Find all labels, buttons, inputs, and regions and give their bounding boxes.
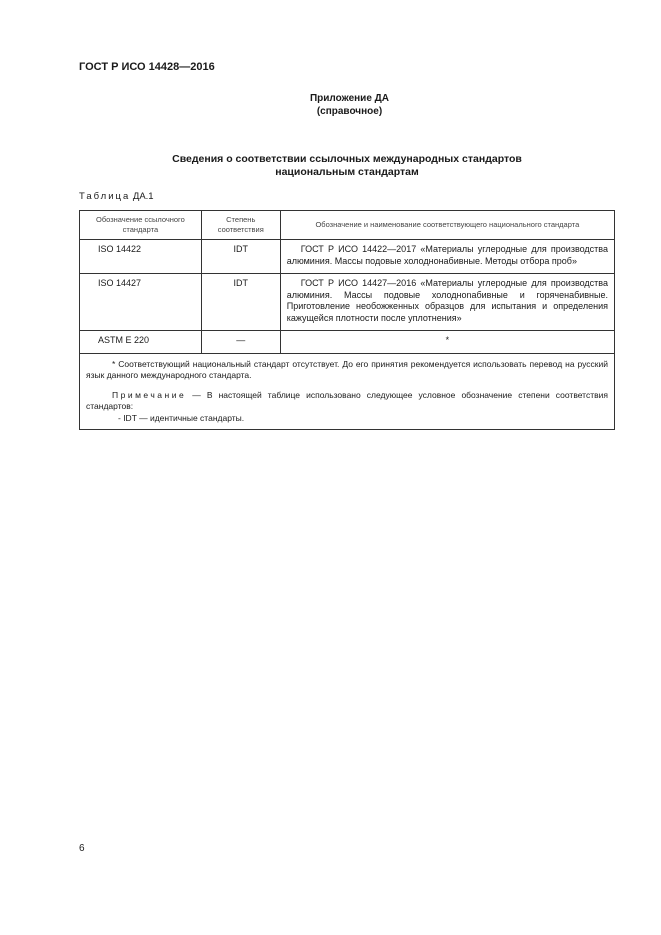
appendix-subtitle: (справочное)	[316, 106, 383, 117]
table-caption-word: Таблица	[79, 191, 131, 202]
cell-degree: —	[201, 331, 280, 354]
document-code: ГОСТ Р ИСО 14428—2016	[79, 61, 215, 73]
column-header-degree: Степень соответствия	[201, 211, 280, 240]
cell-reference-code: ASTM E 220	[80, 331, 202, 354]
cell-national-standard: *	[280, 331, 614, 354]
cell-degree: IDT	[201, 274, 280, 331]
table-row	[80, 331, 615, 354]
cell-national-standard: ГОСТ Р ИСО 14427—2016 «Материалы углеродные для производства алюминия. Массы подовые холодноnaбивные и горяченабивные. Приготовление необожженных образцов для испытания и определения кажущейся плотности после уплотнения»	[280, 274, 614, 331]
standards-table	[79, 210, 615, 430]
cell-reference-code: ISO 14422	[80, 240, 202, 274]
appendix-title: Приложение ДА	[309, 93, 390, 104]
cell-degree: IDT	[201, 240, 280, 274]
table-footer-row	[80, 353, 615, 430]
heading-line-1: Сведения о соответствии ссылочных международных стандартов	[172, 153, 522, 165]
cell-reference-code: ISO 14427	[80, 274, 202, 331]
table-row	[80, 274, 615, 331]
note-text: — В настоящей таблице использовано следующее условное обозначение степени соответствия стандартов:	[86, 389, 608, 411]
table-caption	[79, 191, 154, 202]
column-header-national: Обозначение и наименование соответствующего национального стандарта	[280, 211, 614, 240]
footnote: * Соответствующий национальный стандарт отсутствует. До его принятия рекомендуется использовать перевод на русский язык данного международного стандарта.	[86, 358, 608, 380]
table-header-row	[80, 211, 615, 240]
cell-national-standard: ГОСТ Р ИСО 14422—2017 «Материалы углеродные для производства алюминия. Массы подовые холоднонабивные. Методы отбора проб»	[280, 240, 614, 274]
table-footer	[80, 353, 615, 430]
note-label: Примечание	[112, 389, 187, 400]
heading-line-2: национальным стандартам	[275, 166, 419, 178]
note-item: - IDT — идентичные стандарты.	[118, 412, 245, 423]
column-header-reference: Обозначение ссылочного стандарта	[80, 211, 202, 240]
table-caption-id: ДА.1	[132, 191, 154, 202]
table-row	[80, 240, 615, 274]
page-number: 6	[79, 843, 85, 854]
section-heading	[79, 153, 615, 179]
note	[86, 390, 608, 413]
appendix-header	[0, 92, 661, 118]
